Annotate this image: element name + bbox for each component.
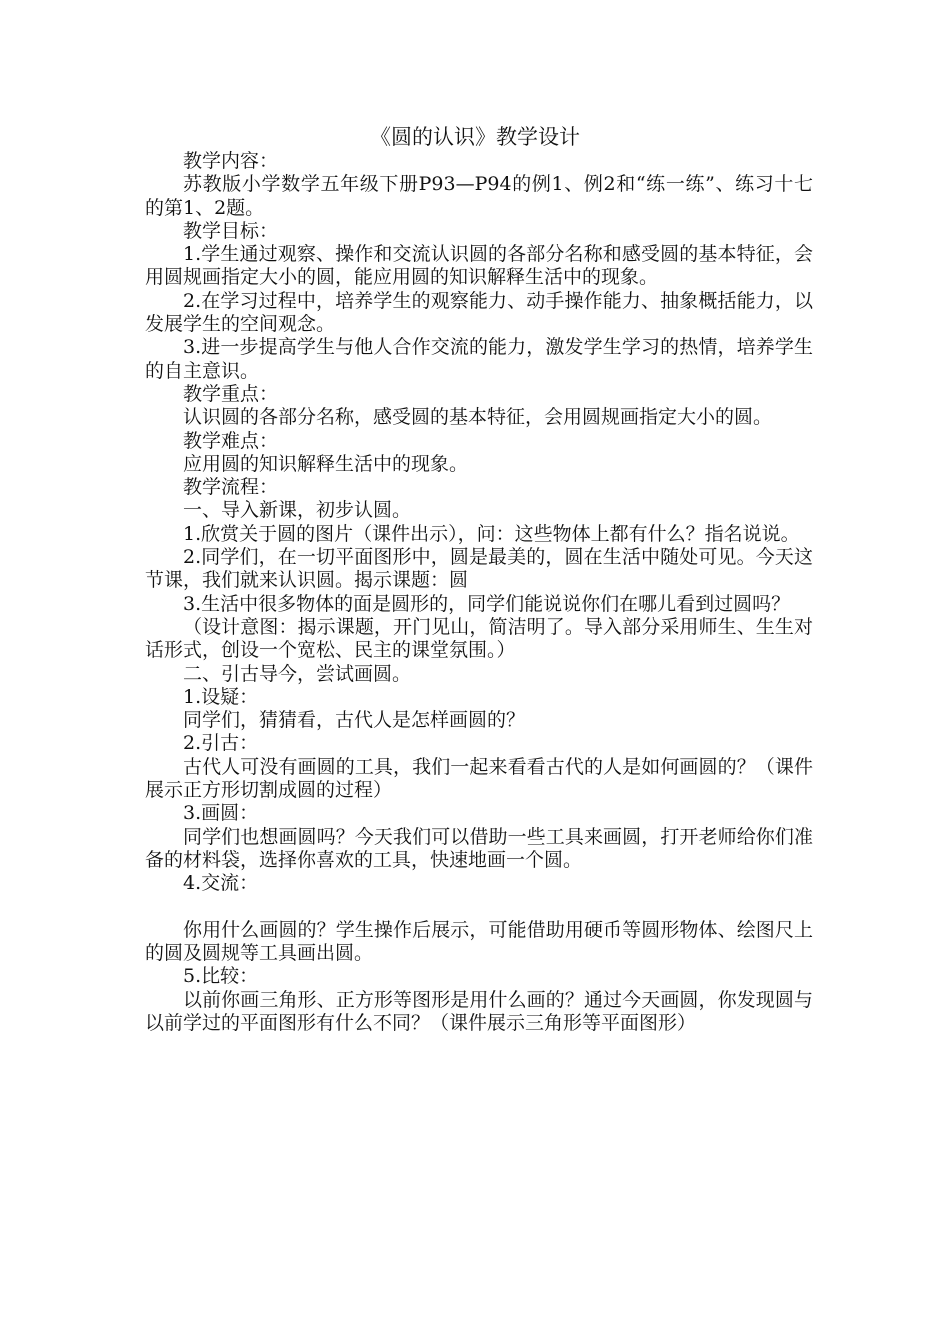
paragraph-exchange: 你用什么画圆的？学生操作后展示，可能借助用硬币等圆形物体、绘图尺上的圆及圆规等工具画出圆。: [145, 918, 813, 965]
paragraph-compare: 以前你画三角形、正方形等图形是用什么画的？通过今天画圆，你发现圆与以前学过的平面图形有什么不同？（课件展示三角形等平面图形）: [145, 988, 813, 1034]
subsection-heading-intro: 一、导入新课，初步认圆。: [183, 499, 412, 522]
document-body: [145, 150, 813, 1035]
paragraph-goal-2: 2.在学习过程中，培养学生的观察能力、动手操作能力、抽象概括能力，以发展学生的空间观念。: [145, 289, 813, 336]
paragraph-key-points: 认识圆的各部分名称，感受圆的基本特征，会用圆规画指定大小的圆。: [183, 406, 773, 429]
paragraph-ancient: 古代人可没有画圆的工具，我们一起来看看古代的人是如何画圆的？（课件展示正方形切割成圆的过程）: [145, 755, 813, 802]
item-heading-draw: 3.画圆：: [183, 802, 259, 825]
paragraph-draw: 同学们也想画圆吗？今天我们可以借助一些工具来画圆，打开老师给你们准备的材料袋，选择你喜欢的工具，快速地画一个圆。: [145, 825, 813, 871]
section-heading-goals: 教学目标：: [183, 219, 279, 242]
blank-line: [145, 896, 813, 919]
paragraph-content: 苏教版小学数学五年级下册P93—P94的例1、例2和“练一练”、练习十七的第1、2题。: [145, 173, 813, 219]
paragraph-intro-1: 1.欣赏关于圆的图片（课件出示），问：这些物体上都有什么？指名说说。: [183, 522, 800, 545]
paragraph-design-intent: （设计意图：揭示课题，开门见山，简洁明了。导入部分采用师生、生生对话形式，创设一个宽松、民主的课堂氛围。）: [145, 615, 813, 662]
item-heading-question: 1.设疑：: [183, 685, 259, 708]
item-heading-compare: 5.比较：: [183, 965, 259, 988]
paragraph-goal-1: 1.学生通过观察、操作和交流认识圆的各部分名称和感受圆的基本特征，会用圆规画指定大小的圆，能应用圆的知识解释生活中的现象。: [145, 243, 813, 289]
section-heading-content: 教学内容：: [183, 150, 279, 172]
paragraph-difficulties: 应用圆的知识解释生活中的现象。: [183, 452, 469, 475]
section-heading-difficulties: 教学难点：: [183, 429, 279, 452]
item-heading-ancient: 2.引古：: [183, 732, 259, 755]
paragraph-intro-3: 3.生活中很多物体的面是圆形的，同学们能说说你们在哪儿看到过圆吗？: [183, 592, 791, 615]
section-heading-key-points: 教学重点：: [183, 382, 279, 405]
paragraph-goal-3: 3.进一步提高学生与他人合作交流的能力，激发学生学习的热情，培养学生的自主意识。: [145, 336, 813, 382]
paragraph-question: 同学们，猜猜看，古代人是怎样画圆的？: [183, 709, 526, 732]
document-title: 《圆的认识》教学设计: [370, 125, 580, 149]
item-heading-exchange: 4.交流：: [183, 872, 259, 895]
paragraph-intro-2: 2.同学们，在一切平面图形中，圆是最美的，圆在生活中随处可见。今天这节课，我们就来认识圆。揭示课题：圆: [145, 546, 813, 592]
section-heading-process: 教学流程：: [183, 476, 279, 499]
subsection-heading-drawing: 二、引古导今，尝试画圆。: [183, 662, 412, 685]
